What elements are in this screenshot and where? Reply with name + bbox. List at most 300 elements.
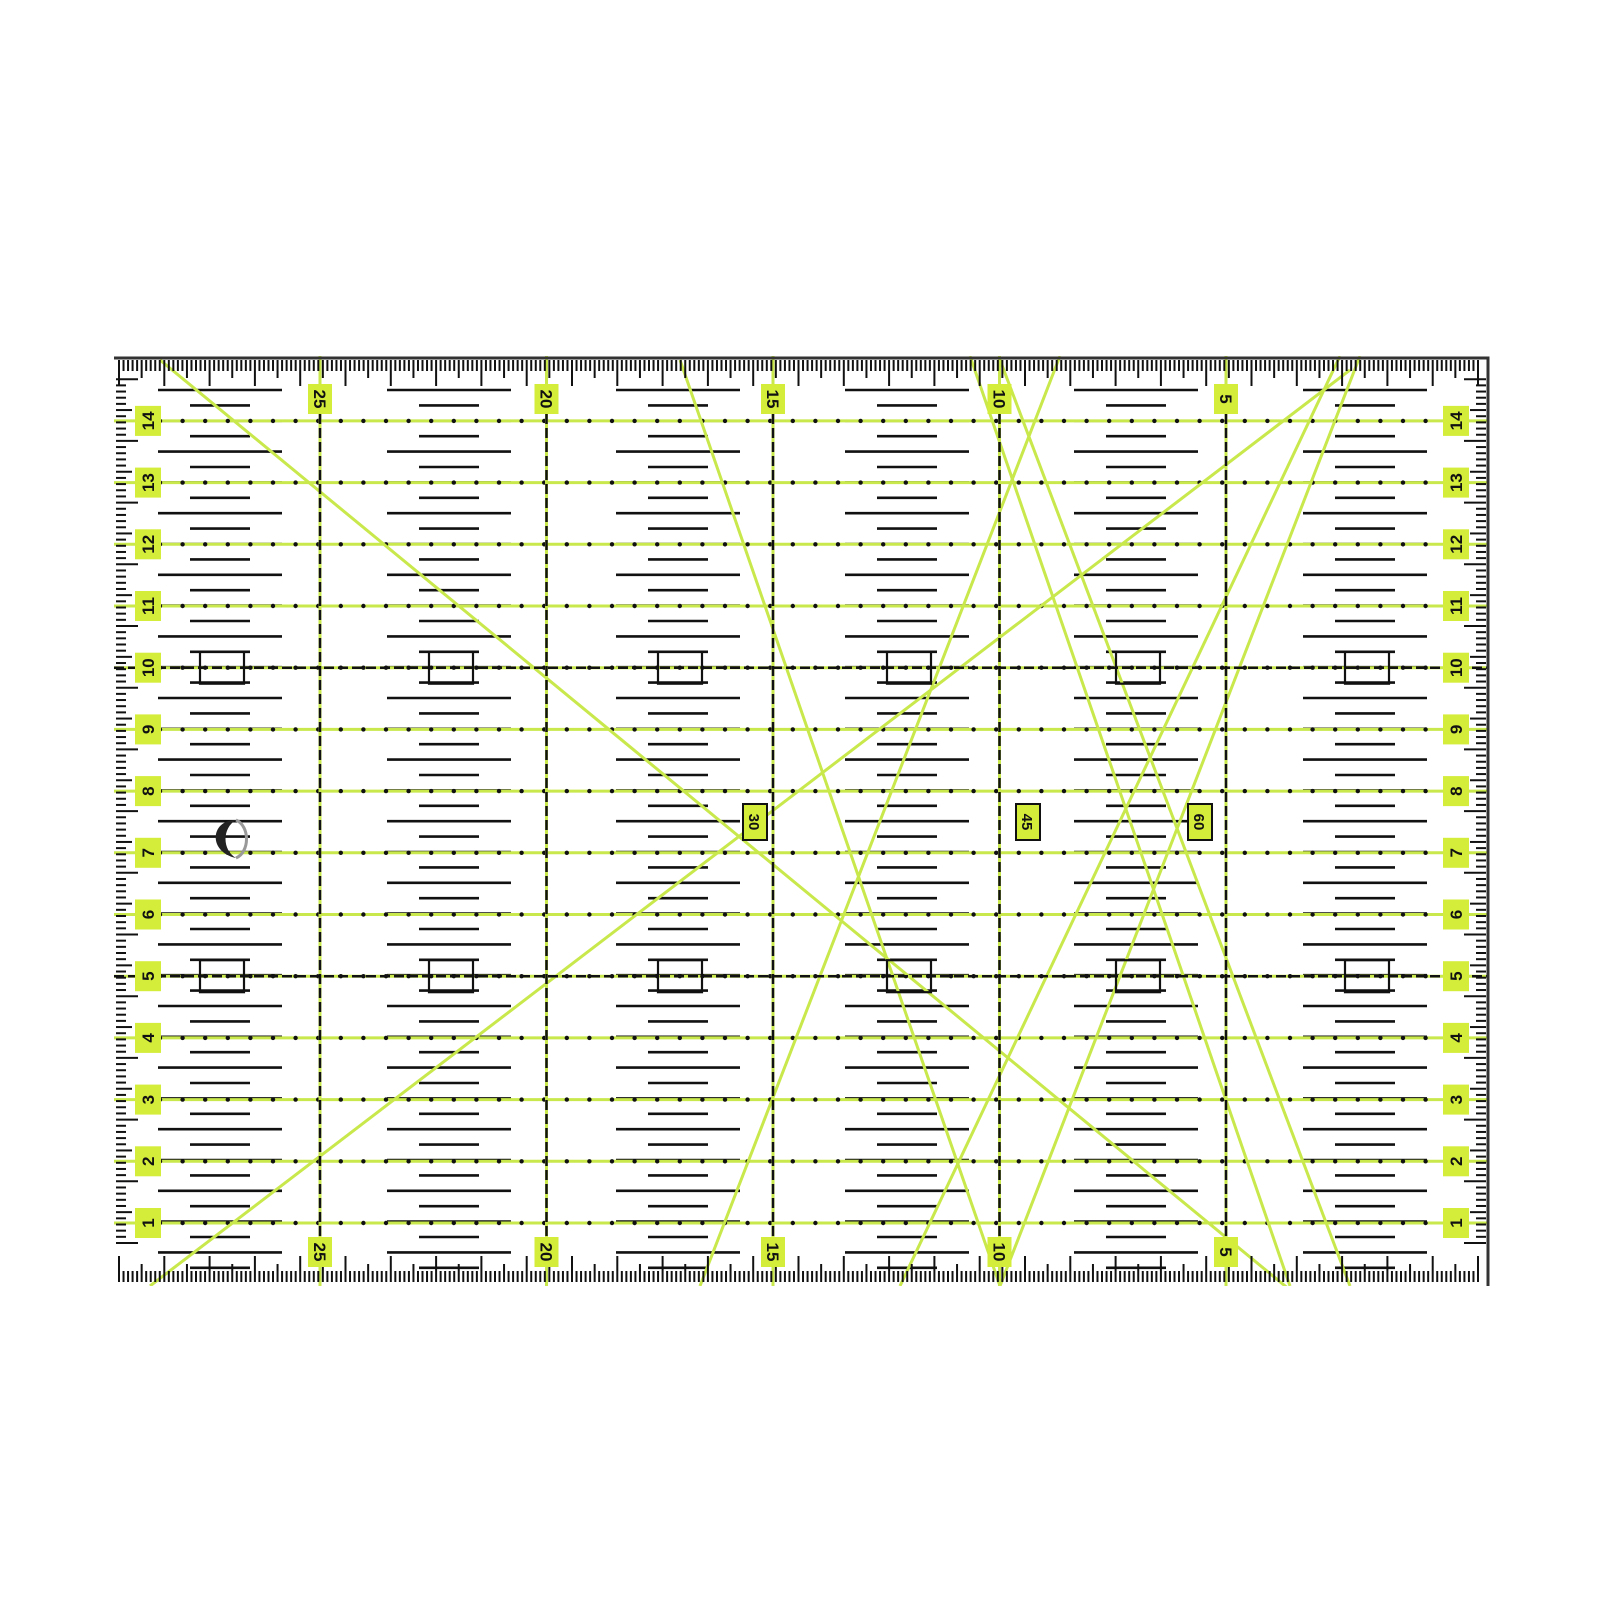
cm-label-right <box>1443 838 1469 868</box>
grid-dot <box>1378 604 1382 608</box>
grid-dot <box>971 1221 975 1225</box>
grid-dot <box>565 789 569 793</box>
grid-dot <box>904 789 908 793</box>
grid-dot <box>836 1036 840 1040</box>
grid-dot <box>1356 727 1360 731</box>
grid-dot <box>293 1159 297 1163</box>
grid-dot <box>248 419 252 423</box>
cm-label-left-text: 11 <box>139 597 158 615</box>
grid-dot <box>1333 727 1337 731</box>
grid-dot <box>271 419 275 423</box>
cm-label-right <box>1443 468 1469 498</box>
grid-dot <box>1197 1221 1201 1225</box>
angle-label-45 <box>1016 804 1040 840</box>
grid-dot <box>1310 1097 1314 1101</box>
grid-dot <box>1356 480 1360 484</box>
grid-dot <box>180 480 184 484</box>
grid-dot <box>361 604 365 608</box>
grid-dot <box>1017 480 1021 484</box>
grid-dot <box>248 1036 252 1040</box>
grid-dot <box>474 974 478 978</box>
grid-dot <box>1197 419 1201 423</box>
grid-dot <box>339 727 343 731</box>
grid-dot <box>1017 912 1021 916</box>
grid-dot <box>1175 1097 1179 1101</box>
grid-dot <box>384 912 388 916</box>
grid-dot <box>429 727 433 731</box>
grid-dot <box>1107 789 1111 793</box>
grid-dot <box>384 419 388 423</box>
grid-dot <box>474 1097 478 1101</box>
grid-dot <box>655 419 659 423</box>
grid-dot <box>339 1097 343 1101</box>
grid-dot <box>1017 1221 1021 1225</box>
grid-dot <box>1130 419 1134 423</box>
grid-dot <box>700 912 704 916</box>
angle-label-30 <box>743 804 767 840</box>
grid-dot <box>700 480 704 484</box>
cm-label-top <box>535 384 559 414</box>
grid-dot <box>745 480 749 484</box>
grid-dot <box>1017 604 1021 608</box>
grid-dot <box>813 419 817 423</box>
cm-label-right-text: 2 <box>1447 1156 1466 1167</box>
grid-dot <box>971 851 975 855</box>
grid-dot <box>429 789 433 793</box>
grid-dot <box>497 604 501 608</box>
grid-dot <box>1356 1097 1360 1101</box>
grid-dot <box>1175 912 1179 916</box>
grid-dot <box>203 851 207 855</box>
cm-label-left-text: 1 <box>139 1218 158 1228</box>
grid-dot <box>745 1036 749 1040</box>
grid-dot <box>1378 480 1382 484</box>
grid-dot <box>293 419 297 423</box>
cm-label-bottom-text: 10 <box>989 1242 1009 1262</box>
grid-dot <box>813 1097 817 1101</box>
grid-dot <box>655 1221 659 1225</box>
grid-dot <box>406 604 410 608</box>
grid-dot <box>429 1036 433 1040</box>
grid-dot <box>1039 789 1043 793</box>
grid-dot <box>655 912 659 916</box>
cm-label-left-text: 2 <box>139 1156 158 1167</box>
grid-dot <box>700 1159 704 1163</box>
grid-dot <box>813 727 817 731</box>
grid-dot <box>1333 1036 1337 1040</box>
grid-dot <box>474 1159 478 1163</box>
grid-dot <box>1039 419 1043 423</box>
grid-dot <box>1017 1097 1021 1101</box>
grid-dot <box>858 1159 862 1163</box>
grid-dot <box>678 419 682 423</box>
grid-dot <box>1107 1036 1111 1040</box>
grid-dot <box>293 1221 297 1225</box>
grid-dot <box>248 604 252 608</box>
grid-dot <box>1401 542 1405 546</box>
cm-label-right-text: 4 <box>1447 1033 1466 1043</box>
grid-dot <box>881 542 885 546</box>
cm-label-left <box>135 1146 161 1176</box>
grid-dot <box>813 912 817 916</box>
grid-dot <box>1039 1221 1043 1225</box>
grid-dot <box>406 1036 410 1040</box>
grid-dot <box>474 1221 478 1225</box>
grid-dot <box>1333 604 1337 608</box>
grid-dot <box>587 419 591 423</box>
grid-dot <box>971 542 975 546</box>
grid-dot <box>248 1097 252 1101</box>
grid-dot <box>1197 912 1201 916</box>
grid-dot <box>1175 480 1179 484</box>
grid-dot <box>565 1097 569 1101</box>
grid-dot <box>1175 1221 1179 1225</box>
grid-dot <box>632 542 636 546</box>
grid-dot <box>452 1036 456 1040</box>
grid-dot <box>1288 912 1292 916</box>
cm-label-right <box>1443 406 1469 436</box>
grid-dot <box>926 480 930 484</box>
grid-dot <box>565 542 569 546</box>
grid-dot <box>474 727 478 731</box>
grid-dot <box>497 1036 501 1040</box>
cm-label-left <box>135 529 161 559</box>
grid-dot <box>1243 604 1247 608</box>
grid-dot <box>429 419 433 423</box>
grid-dot <box>226 1159 230 1163</box>
grid-dot <box>1423 1036 1427 1040</box>
cm-label-right <box>1443 714 1469 744</box>
grid-dot <box>1401 419 1405 423</box>
grid-dot <box>587 1221 591 1225</box>
grid-dot <box>791 480 795 484</box>
grid-dot <box>452 912 456 916</box>
grid-dot <box>248 1159 252 1163</box>
grid-dot <box>881 1159 885 1163</box>
grid-dot <box>339 480 343 484</box>
grid-dot <box>1017 542 1021 546</box>
grid-dot <box>1356 1159 1360 1163</box>
cm-label-right <box>1443 1146 1469 1176</box>
cm-label-right-text: 14 <box>1447 411 1466 431</box>
grid-dot <box>203 1159 207 1163</box>
cm-label-left <box>135 1023 161 1053</box>
grid-dot <box>1310 1036 1314 1040</box>
grid-dot <box>723 1036 727 1040</box>
cm-label-top <box>761 384 785 414</box>
grid-dot <box>1039 727 1043 731</box>
grid-dot <box>1243 851 1247 855</box>
grid-dot <box>791 1221 795 1225</box>
grid-dot <box>1423 912 1427 916</box>
grid-dot <box>1333 1159 1337 1163</box>
grid-dot <box>1378 1097 1382 1101</box>
grid-dot <box>994 604 998 608</box>
grid-dot <box>1107 604 1111 608</box>
grid-dot <box>1401 1036 1405 1040</box>
cm-label-bottom <box>535 1237 559 1267</box>
grid-dot <box>474 419 478 423</box>
cm-label-bottom-text: 15 <box>763 1242 782 1262</box>
grid-dot <box>271 1097 275 1101</box>
cm-label-right <box>1443 776 1469 806</box>
grid-dot <box>700 604 704 608</box>
grid-dot <box>406 419 410 423</box>
grid-dot <box>1423 789 1427 793</box>
grid-dot <box>1401 789 1405 793</box>
grid-dot <box>1243 480 1247 484</box>
grid-dot <box>293 1036 297 1040</box>
grid-dot <box>384 1159 388 1163</box>
grid-dot <box>452 480 456 484</box>
grid-dot <box>1039 1097 1043 1101</box>
grid-dot <box>429 1097 433 1101</box>
grid-dot <box>1152 1221 1156 1225</box>
grid-dot <box>610 1036 614 1040</box>
grid-dot <box>339 789 343 793</box>
grid-dot <box>610 542 614 546</box>
grid-dot <box>497 542 501 546</box>
cm-label-left-text: 4 <box>139 1033 158 1043</box>
grid-dot <box>587 542 591 546</box>
grid-dot <box>1288 851 1292 855</box>
grid-dot <box>949 1036 953 1040</box>
grid-dot <box>1130 542 1134 546</box>
grid-dot <box>1220 789 1224 793</box>
grid-dot <box>1175 851 1179 855</box>
grid-dot <box>791 912 795 916</box>
grid-dot <box>1356 789 1360 793</box>
grid-dot <box>519 1097 523 1101</box>
cm-label-right-text: 3 <box>1447 1094 1466 1105</box>
grid-dot <box>474 604 478 608</box>
grid-dot <box>994 1036 998 1040</box>
grid-dot <box>858 1036 862 1040</box>
grid-dot <box>700 1036 704 1040</box>
grid-dot <box>1197 1036 1201 1040</box>
grid-dot <box>610 789 614 793</box>
grid-dot <box>1152 419 1156 423</box>
grid-dot <box>497 851 501 855</box>
grid-dot <box>203 480 207 484</box>
grid-dot <box>1401 1097 1405 1101</box>
grid-dot <box>1220 1159 1224 1163</box>
grid-dot <box>452 727 456 731</box>
grid-dot <box>678 851 682 855</box>
cm-label-left-text: 6 <box>139 909 158 920</box>
grid-dot <box>1062 1159 1066 1163</box>
grid-dot <box>971 1097 975 1101</box>
grid-dot <box>1107 480 1111 484</box>
grid-dot <box>361 1097 365 1101</box>
grid-dot <box>1130 1221 1134 1225</box>
grid-dot <box>610 1097 614 1101</box>
grid-dot <box>791 727 795 731</box>
cm-label-top <box>1214 384 1238 414</box>
cm-label-left <box>135 776 161 806</box>
grid-dot <box>271 851 275 855</box>
grid-dot <box>632 851 636 855</box>
grid-dot <box>1039 1159 1043 1163</box>
grid-dot <box>271 480 275 484</box>
grid-dot <box>361 542 365 546</box>
grid-dot <box>994 419 998 423</box>
grid-dot <box>226 1097 230 1101</box>
grid-dot <box>745 727 749 731</box>
grid-dot <box>271 912 275 916</box>
grid-dot <box>1084 727 1088 731</box>
grid-dot <box>1265 912 1269 916</box>
grid-dot <box>1062 912 1066 916</box>
grid-dot <box>836 480 840 484</box>
grid-dot <box>339 1221 343 1225</box>
grid-dot <box>497 1097 501 1101</box>
grid-dot <box>858 727 862 731</box>
grid-dot <box>1288 419 1292 423</box>
grid-dot <box>1401 604 1405 608</box>
cm-label-top-text: 5 <box>1216 394 1235 404</box>
grid-dot <box>203 1097 207 1101</box>
grid-dot <box>700 851 704 855</box>
grid-dot <box>1220 419 1224 423</box>
grid-dot <box>339 1159 343 1163</box>
grid-dot <box>1107 727 1111 731</box>
grid-dot <box>881 1221 885 1225</box>
grid-dot <box>881 419 885 423</box>
grid-dot <box>1084 604 1088 608</box>
grid-dot <box>813 1036 817 1040</box>
grid-dot <box>226 912 230 916</box>
grid-dot <box>994 851 998 855</box>
grid-dot <box>1084 1097 1088 1101</box>
grid-dot <box>271 789 275 793</box>
grid-dot <box>1152 912 1156 916</box>
grid-dot <box>565 604 569 608</box>
grid-dot <box>1107 1159 1111 1163</box>
grid-dot <box>1152 789 1156 793</box>
grid-dot <box>1152 851 1156 855</box>
grid-dot <box>632 727 636 731</box>
grid-dot <box>655 1097 659 1101</box>
grid-dot <box>678 480 682 484</box>
grid-dot <box>248 727 252 731</box>
grid-dot <box>1220 542 1224 546</box>
grid-dot <box>858 1097 862 1101</box>
grid-dot <box>1220 912 1224 916</box>
grid-dot <box>361 727 365 731</box>
grid-dot <box>904 1097 908 1101</box>
grid-dot <box>655 542 659 546</box>
grid-dot <box>1423 1097 1427 1101</box>
grid-dot <box>1039 1036 1043 1040</box>
cm-label-left-text: 9 <box>139 724 158 735</box>
grid-dot <box>180 1036 184 1040</box>
grid-dot <box>678 1159 682 1163</box>
grid-dot <box>1378 727 1382 731</box>
grid-dot <box>406 727 410 731</box>
grid-dot <box>587 1097 591 1101</box>
grid-dot <box>926 1159 930 1163</box>
grid-dot <box>361 419 365 423</box>
cm-label-right <box>1443 961 1469 991</box>
grid-dot <box>248 1221 252 1225</box>
cm-label-bottom <box>1214 1237 1238 1267</box>
grid-dot <box>632 604 636 608</box>
grid-dot <box>881 604 885 608</box>
grid-dot <box>519 727 523 731</box>
grid-dot <box>836 1159 840 1163</box>
grid-dot <box>339 542 343 546</box>
grid-dot <box>632 1036 636 1040</box>
grid-dot <box>1423 1221 1427 1225</box>
grid-dot <box>813 789 817 793</box>
grid-dot <box>723 1097 727 1101</box>
grid-dot <box>1265 480 1269 484</box>
cm-label-bottom <box>761 1237 785 1267</box>
grid-dot <box>1084 419 1088 423</box>
grid-dot <box>1175 789 1179 793</box>
grid-dot <box>700 1221 704 1225</box>
grid-dot <box>700 789 704 793</box>
grid-dot <box>226 727 230 731</box>
cm-label-bottom <box>988 1237 1012 1267</box>
grid-dot <box>791 604 795 608</box>
grid-dot <box>700 1097 704 1101</box>
grid-dot <box>1378 1159 1382 1163</box>
grid-dot <box>1197 1159 1201 1163</box>
grid-dot <box>1197 727 1201 731</box>
grid-dot <box>203 419 207 423</box>
grid-dot <box>1288 1221 1292 1225</box>
cm-label-left <box>135 653 161 683</box>
grid-dot <box>226 542 230 546</box>
grid-dot <box>949 1097 953 1101</box>
grid-dot <box>361 1159 365 1163</box>
grid-dot <box>1265 1097 1269 1101</box>
grid-dot <box>1175 1159 1179 1163</box>
grid-dot <box>1062 480 1066 484</box>
grid-dot <box>1130 851 1134 855</box>
grid-dot <box>1017 1159 1021 1163</box>
grid-dot <box>1310 1159 1314 1163</box>
cm-label-bottom-text: 25 <box>310 1242 329 1262</box>
grid-dot <box>180 542 184 546</box>
grid-dot <box>994 1097 998 1101</box>
grid-dot <box>452 1097 456 1101</box>
cm-label-left <box>135 591 161 621</box>
grid-dot <box>452 419 456 423</box>
grid-dot <box>1062 604 1066 608</box>
grid-dot <box>745 1221 749 1225</box>
grid-dot <box>723 851 727 855</box>
grid-dot <box>678 1097 682 1101</box>
cm-label-left <box>135 468 161 498</box>
grid-dot <box>994 480 998 484</box>
grid-dot <box>429 480 433 484</box>
grid-dot <box>791 851 795 855</box>
grid-dot <box>678 542 682 546</box>
grid-dot <box>632 480 636 484</box>
grid-dot <box>406 542 410 546</box>
grid-dot <box>904 1036 908 1040</box>
cm-label-right-text: 10 <box>1447 658 1466 678</box>
grid-dot <box>904 851 908 855</box>
grid-dot <box>1310 851 1314 855</box>
grid-dot <box>813 851 817 855</box>
grid-dot <box>429 851 433 855</box>
grid-dot <box>610 851 614 855</box>
grid-dot <box>678 1036 682 1040</box>
